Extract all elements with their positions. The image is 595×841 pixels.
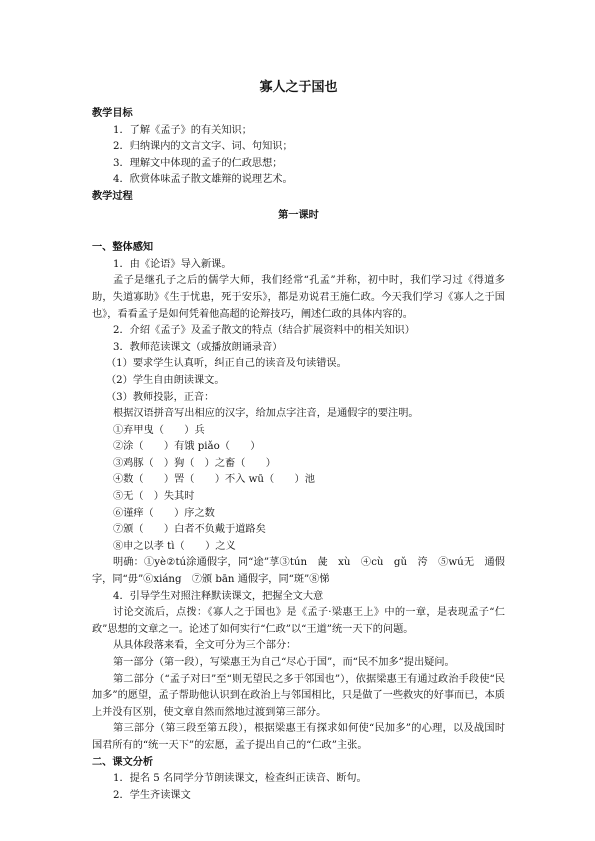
exercise-item: ③鸡豚（ ）狗（ ）之畜（ ） [113,457,276,469]
answer-paragraph: 明确：①yè②tú涂通假字，同“途”莩③tún 彘 xù ④cù gǔ 洿 ⑤wú无 通假字，同“毋”⑥xiáng ⑦颁 bān 通假字，同“斑”⑧悌 [92,557,505,586]
part3-paragraph: 第三部分（第三段至第五段），根据梁惠王有探求如何使“民加多”的心理，以及战国时国君所有的“统一天下”的宏愿，孟子提出自己的“仁政”主张。 [92,723,505,751]
lesson-title: 第一课时 [278,209,319,221]
section2-step-2: 2．学生齐读课文 [113,789,191,801]
exercise-item: ②涂（ ）有饿 piǎo（ ） [113,441,261,453]
objective-item: 1．了解《孟子》的有关知识； [113,124,252,136]
exercise-item: ⑤无（ ）失其时 [113,491,195,503]
exercise-item: ①弃甲曳（ ）兵 [113,424,205,436]
objective-item: 2．归纳课内的文言文字、词、句知识； [113,141,293,153]
section1-heading: 一、整体感知 [92,242,154,254]
step-1: 1．由《论语》导入新课。 [113,258,232,270]
objective-item: 4．欣赏体味孟子散文雄辩的说理艺术。 [113,174,293,186]
process-heading: 教学过程 [92,190,133,202]
part2-paragraph: 第二部分（“孟子对曰”至“则无望民之多于邻国也”），依据梁惠王有通过政治手段使“民加多”的愿望，孟子帮助他认识到在政治上与邻国相比，只是做了一些救灾的好事而已，本质上并没有区别，使文章自然而然地过渡到第三部分。 [92,673,505,718]
exercise-item: ④数（ ）罟（ ）不入 wū（ ）池 [113,474,315,486]
part1-paragraph: 第一部分（第一段），写梁惠王为自己“尽心于国”，而“民不加多”提出疑问。 [113,657,455,668]
exercise-instruction: 根据汉语拼音写出相应的汉字，给加点字注音，是通假字的要注明。 [113,408,419,420]
step-3: 3．教师范读课文（或播放朗诵录音） [113,341,283,353]
exercise-item: ⑧申之以孝 tì（ ）之义 [113,540,236,552]
document-title: 寡人之于国也 [259,80,338,95]
substep-3: （3）教师投影，正音： [106,391,215,403]
discussion-paragraph: 讨论交流后，点拨：《寡人之于国也》是《孟子·梁惠王上》中的一章，是表现孟子“仁政”思想的文章之一。论述了如何实行“仁政”以“王道”统一天下的问题。 [92,607,505,635]
objectives-heading: 教学目标 [92,108,133,119]
step-4: 4．引导学生对照注释默读课文，把握全文大意 [113,590,324,602]
structure-intro: 从具体段落来看，全文可分为三个部分： [113,640,297,652]
step-2: 2．介绍《孟子》及孟子散文的特点（结合扩展资料中的相关知识） [113,325,415,337]
substep-1: （1）要求学生认真听，纠正自己的读音及句读错误。 [106,358,347,370]
objective-item: 3．理解文中体现的孟子的仁政思想； [113,157,283,169]
exercise-item: ⑦颁（ ）白者不负戴于道路矣 [113,524,266,536]
exercise-item: ⑥谨痒（ ）序之数 [113,507,215,519]
intro-paragraph: 孟子是继孔子之后的儒学大师，我们经常“孔孟”并称，初中时，我们学习过《得道多助，失道寡助》《生于忧患，死于安乐》，都是劝说君王施仁政。今天我们学习《寡人之于国也》，看看孟子是如何凭着他高超的论辩技巧，阐述仁政的具体内容的。 [92,275,505,320]
section2-step-1: 1．提名 5 名同学分节朗读课文，检查纠正读音、断句。 [113,773,367,785]
section2-heading: 二、课文分析 [92,756,154,768]
substep-2: （2）学生自由朗读课文。 [106,374,225,386]
